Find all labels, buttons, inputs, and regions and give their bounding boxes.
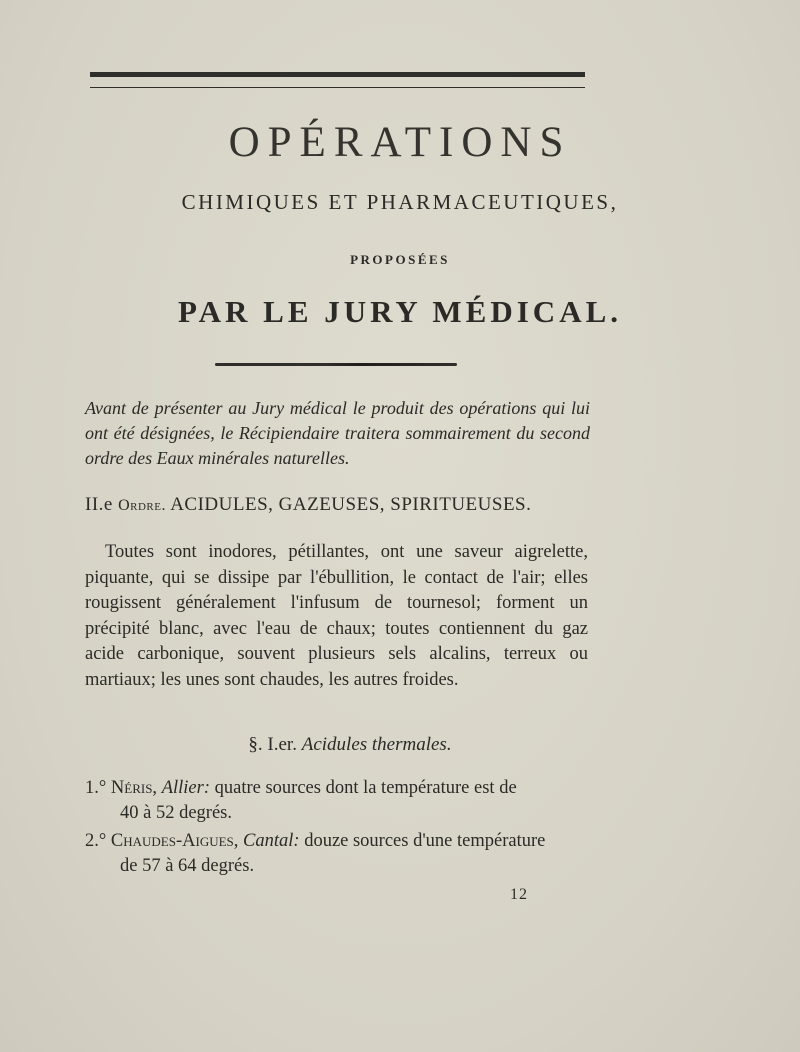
entry-region: Cantal: [243,831,300,851]
ornamental-rule [215,363,457,366]
section-number: II.e [85,494,113,515]
paragraph-heading [0,734,700,756]
section-heading [85,494,605,516]
entry-text-continued: de 57 à 64 degrés. [120,856,255,876]
page-title: OPÉRATIONS [228,119,572,166]
entry-text: douze sources d'une température [304,831,546,851]
jury-heading: PAR LE JURY MÉDICAL. [177,294,623,329]
page-number: 12 [510,886,528,903]
top-double-rule [90,72,585,88]
proposees-label: PROPOSÉES [350,252,450,267]
paragraph-prefix: §. I.er. [248,734,297,755]
entry-name: Néris, [110,778,158,798]
entry-name: Chaudes-Aigues, [110,831,239,851]
body-paragraph: Toutes sont inodores, pétillantes, ont une saveur aigrelette, piquante, qui se dissipe par l'ébullition, le contact de l'air; elles rougissent généralement l'infusum de tournesol; forment un précipité blanc, avec l'eau de chaux; toutes contiennent du gaz acide carbonique, souvent plusieurs sels alcalins, terreux ou martiaux; les unes sont chaudes, les autres froides. [85,542,588,690]
section-order-word: Ordre. [118,497,166,514]
intro-paragraph: Avant de présenter au Jury médical le produit des opérations qui lui ont été désignées, le Récipiendaire traitera sommairement du second ordre des Eaux minérales naturelles. [85,398,590,468]
entry-number: 1.° [85,778,107,798]
paragraph-title: Acidules thermales. [301,734,452,755]
entry-region: Allier: [161,778,210,798]
entry-text-continued: 40 à 52 degrés. [120,803,232,823]
section-title: ACIDULES, GAZEUSES, SPIRITUEUSES. [170,494,532,515]
list-item [85,776,595,826]
page-subtitle: CHIMIQUES ET PHARMACEUTIQUES, [181,190,619,214]
list-item [85,829,595,879]
entry-text: quatre sources dont la température est de [214,778,517,798]
entry-number: 2.° [85,831,107,851]
